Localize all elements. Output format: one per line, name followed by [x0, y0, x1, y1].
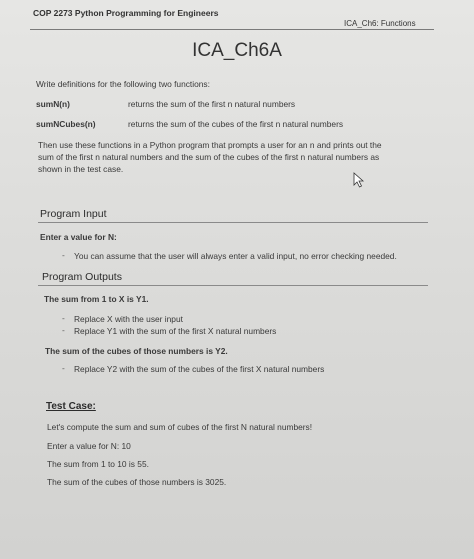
function-desc-sumNCubes: returns the sum of the cubes of the first n natural numbers [128, 119, 344, 129]
bullet-marker: - [62, 250, 65, 260]
test-case-line-4: The sum of the cubes of those numbers is 3025. [47, 477, 227, 487]
bullet-marker: - [62, 325, 65, 335]
test-case-heading: Test Case: [46, 401, 96, 412]
header-divider [30, 29, 434, 30]
section-header: ICA_Ch6: Functions [344, 19, 416, 28]
output-1-bullet-1: Replace X with the user input [74, 314, 183, 324]
output-line-1: The sum from 1 to X is Y1. [44, 294, 149, 304]
output-line-2: The sum of the cubes of those numbers is Y2. [45, 346, 228, 356]
input-note: You can assume that the user will always enter a valid input, no error checking needed. [74, 251, 397, 261]
paragraph-line-3: shown in the test case. [38, 164, 124, 174]
bullet-marker: - [62, 363, 65, 373]
function-name-sumNCubes: sumNCubes(n) [36, 119, 96, 129]
course-header: COP 2273 Python Programming for Engineers [33, 8, 219, 18]
test-case-line-3: The sum from 1 to 10 is 55. [47, 459, 149, 469]
function-desc-sumN: returns the sum of the first n natural numbers [128, 99, 296, 109]
program-input-heading: Program Input [40, 208, 107, 220]
bullet-marker: - [62, 313, 65, 323]
mouse-pointer-icon [352, 172, 366, 188]
instructions-paragraph [38, 139, 428, 175]
output-2-bullet-1: Replace Y2 with the sum of the cubes of the first X natural numbers [74, 364, 325, 374]
input-prompt-label: Enter a value for N: [40, 232, 117, 242]
intro-text: Write definitions for the following two functions: [36, 79, 210, 89]
test-case-line-2: Enter a value for N: 10 [47, 441, 131, 451]
output-1-bullet-2: Replace Y1 with the sum of the first X natural numbers [74, 326, 277, 336]
function-name-sumN: sumN(n) [36, 99, 70, 109]
program-input-rule [38, 222, 428, 223]
page-title: ICA_Ch6A [192, 40, 282, 61]
paragraph-line-2: sum of the first n natural numbers and the sum of the cubes of the first n natural numbers as [38, 152, 380, 162]
program-outputs-heading: Program Outputs [42, 271, 122, 283]
program-outputs-rule [38, 285, 428, 286]
paragraph-line-1: Then use these functions in a Python program that prompts a user for an n and prints out the [38, 140, 382, 150]
test-case-line-1: Let's compute the sum and sum of cubes of the first N natural numbers! [47, 422, 313, 432]
